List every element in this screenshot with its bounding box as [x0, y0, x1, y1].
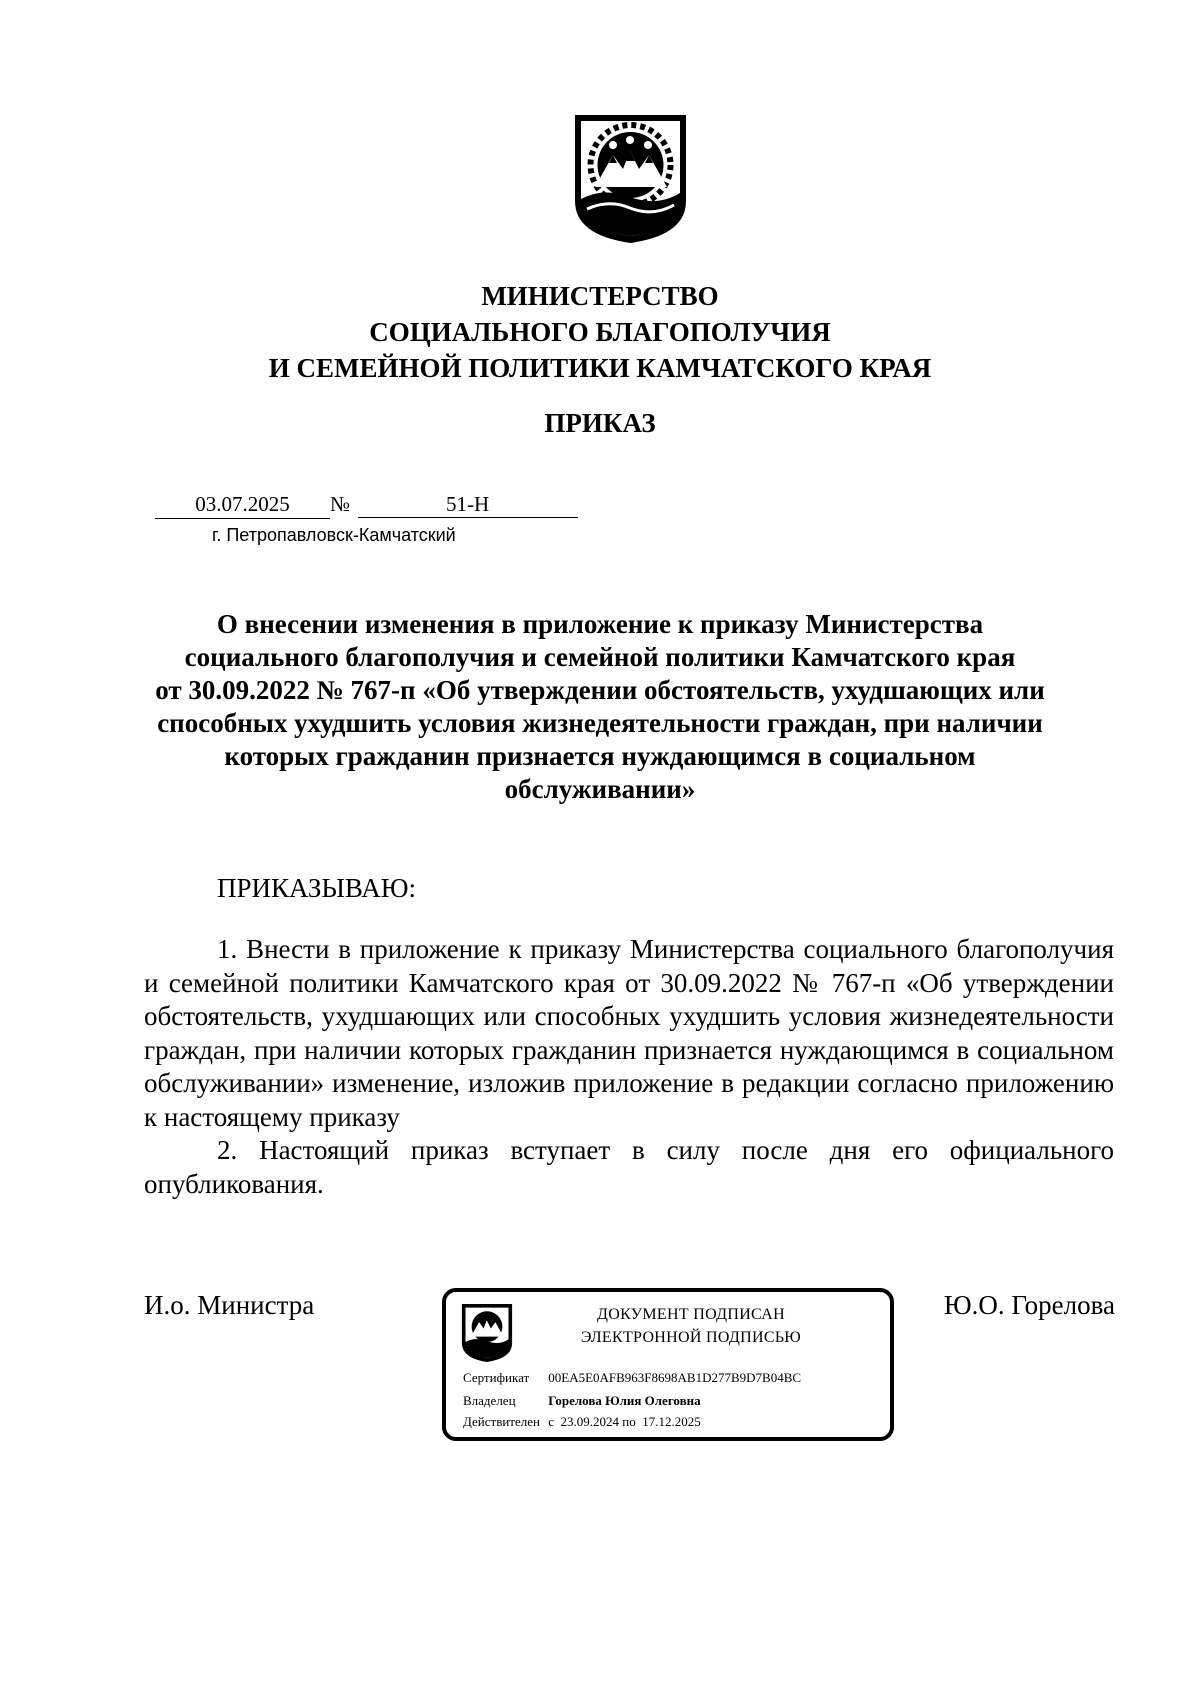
subject-line: обслуживании» — [504, 774, 696, 804]
document-type-title: ПРИКАЗ — [544, 408, 656, 438]
subject-line: О внесении изменения в приложение к приказу Министерства — [216, 609, 984, 639]
order-number: 51-Н — [358, 490, 578, 518]
ministry-header-line2: СОЦИАЛЬНОГО БЛАГОПОЛУЧИЯ — [369, 317, 831, 347]
order-subject — [120, 608, 1080, 806]
subject-line: которых гражданин признается нуждающимся в социальном — [224, 741, 976, 771]
body-paragraph-1: 1. Внести в приложение к приказу Министерства социального благополучия и семейной политики Камчатского края от 30.09.2022 № 767-п «Об утверждении обстоятельств, ухудшающих или способных ухудшить условия жизнедеятельности граждан, при наличии которых гражданин признается нуждающимся в социальном обслуживании» изменение, изложив приложение в редакции согласно приложению к настоящему приказу — [144, 934, 1114, 1132]
subject-line: социального благополучия и семейной политики Камчатского края — [184, 642, 1016, 672]
owner-label: Владелец — [463, 1393, 516, 1408]
validity-label: Действителен — [463, 1414, 540, 1429]
stamp-certificate-row — [463, 1369, 801, 1387]
stamp-emblem-icon — [461, 1302, 513, 1364]
electronic-signature-stamp — [442, 1288, 894, 1441]
signatory-name: Ю.О. Горелова — [943, 1290, 1115, 1320]
order-directive: ПРИКАЗЫВАЮ: — [217, 873, 416, 903]
stamp-title-line2: ЭЛЕКТРОННОЙ ПОДПИСЬЮ — [580, 1329, 802, 1346]
certificate-label: Сертификат — [463, 1370, 530, 1385]
stamp-title-line1: ДОКУМЕНТ ПОДПИСАН — [597, 1306, 785, 1323]
ministry-header — [0, 278, 1200, 386]
stamp-owner-row — [463, 1392, 701, 1410]
signatory-role: И.о. Министра — [144, 1290, 315, 1320]
ministry-header-line3: И СЕМЕЙНОЙ ПОЛИТИКИ КАМЧАТСКОГО КРАЯ — [268, 353, 932, 383]
order-city: г. Петропавловск-Камчатский — [212, 525, 456, 545]
certificate-value: 00EA5E0AFB963F8698AB1D277B9D7B04BC — [548, 1370, 802, 1385]
order-date: 03.07.2025 — [155, 490, 330, 519]
subject-line: способных ухудшить условия жизнедеятельности граждан, при наличии — [157, 708, 1043, 738]
stamp-title — [536, 1303, 846, 1349]
number-sign: № — [330, 492, 351, 516]
kamchatka-emblem-icon — [573, 113, 688, 245]
validity-value: с 23.09.2024 по 17.12.2025 — [548, 1414, 701, 1429]
ministry-header-line1: МИНИСТЕРСТВО — [481, 281, 719, 311]
order-body — [144, 933, 1114, 1201]
subject-line: от 30.09.2022 № 767-п «Об утверждении обстоятельств, ухудшающих или — [155, 675, 1045, 705]
owner-value: Горелова Юлия Олеговна — [548, 1393, 701, 1408]
body-paragraph-2: 2. Настоящий приказ вступает в силу после дня его официального опубликования. — [144, 1135, 1114, 1199]
stamp-validity-row — [463, 1413, 701, 1431]
